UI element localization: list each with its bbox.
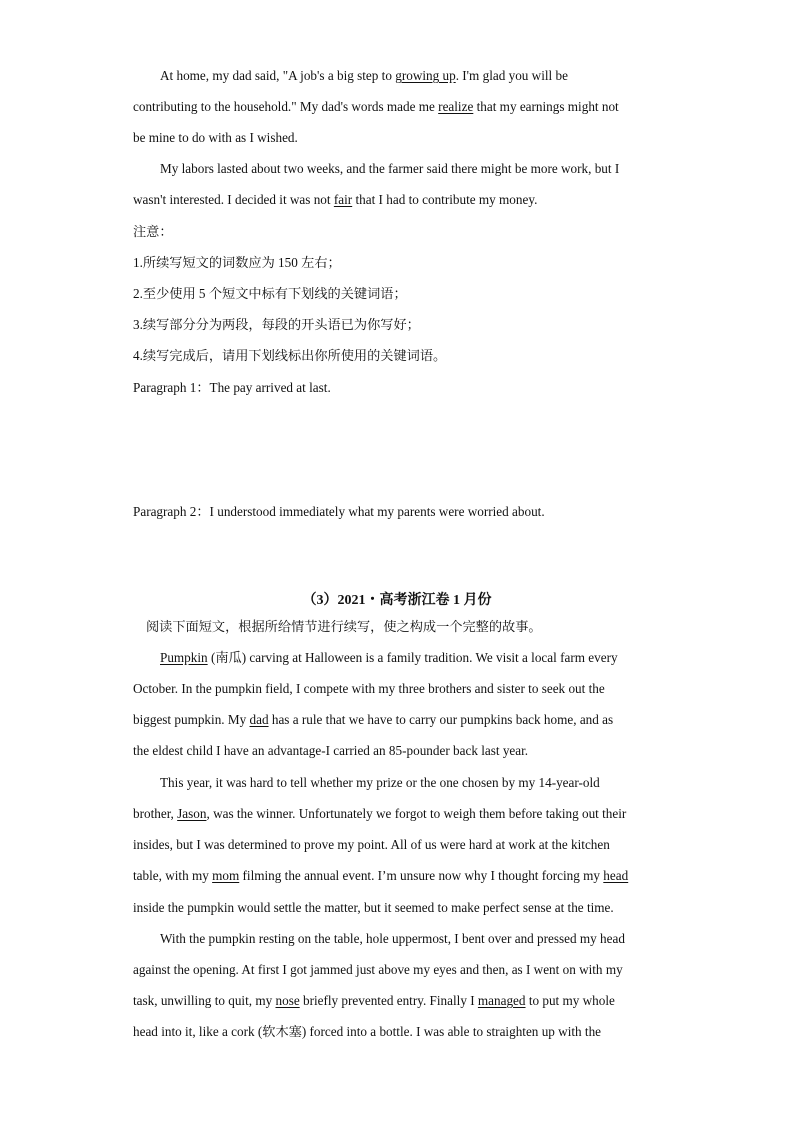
text-line: October. In the pumpkin field, I compete with my three brothers and sister to seek out the bbox=[133, 681, 605, 696]
text-span: biggest pumpkin. My bbox=[133, 712, 250, 727]
keyword-underlined: Jason bbox=[177, 806, 207, 821]
note-item: 1.所续写短文的词数应为 150 左右； bbox=[133, 255, 341, 270]
text-line bbox=[160, 650, 618, 666]
text-line: the eldest child I have an advantage-I carried an 85-pounder back last year. bbox=[133, 743, 529, 758]
text-span: wasn't interested. I decided it was not bbox=[133, 192, 334, 207]
text-line bbox=[133, 99, 619, 115]
note-item: 2.至少使用 5 个短文中标有下划线的关键词语； bbox=[133, 286, 407, 301]
text-line bbox=[133, 993, 615, 1009]
text-span: that I had to contribute my money. bbox=[352, 192, 538, 207]
text-line: My labors lasted about two weeks, and the farmer said there might be more work, but I bbox=[160, 161, 620, 176]
paragraph-1-prompt: Paragraph 1：The pay arrived at last. bbox=[133, 380, 331, 395]
text-span: briefly prevented entry. Finally I bbox=[299, 993, 478, 1008]
keyword-underlined: realize bbox=[438, 99, 474, 114]
text-span: filming the annual event. I’m unsure now why I thought forcing my bbox=[239, 868, 604, 883]
text-line: This year, it was hard to tell whether my prize or the one chosen by my 14-year-old bbox=[160, 775, 600, 790]
keyword-underlined: dad bbox=[249, 712, 269, 727]
text-span: table, with my bbox=[133, 868, 213, 883]
keyword-underlined: managed bbox=[477, 993, 526, 1008]
text-line: against the opening. At first I got jammed just above my eyes and then, as I went on with my bbox=[133, 962, 623, 977]
text-span: (南瓜) carving at Halloween is a family tradition. We visit a local farm every bbox=[207, 650, 618, 665]
text-line: With the pumpkin resting on the table, hole uppermost, I bent over and pressed my head bbox=[160, 931, 625, 946]
keyword-underlined: Pumpkin bbox=[160, 650, 208, 665]
keyword-underlined: head bbox=[603, 868, 629, 883]
paragraph-2-prompt: Paragraph 2：I understood immediately what my parents were worried about. bbox=[133, 504, 545, 519]
text-span: , was the winner. Unfortunately we forgot to weigh them before taking out their bbox=[206, 806, 627, 821]
keyword-underlined: fair bbox=[333, 192, 353, 207]
text-span: contributing to the household." My dad's words made me bbox=[133, 99, 439, 114]
text-span: task, unwilling to quit, my bbox=[133, 993, 276, 1008]
text-line: inside the pumpkin would settle the matter, but it seemed to make perfect sense at the time. bbox=[133, 900, 614, 915]
keyword-underlined: nose bbox=[275, 993, 300, 1008]
text-span: to put my whole bbox=[525, 993, 615, 1008]
note-item: 4.续写完成后，请用下划线标出你所使用的关键词语。 bbox=[133, 348, 447, 363]
keyword-underlined: growing up bbox=[395, 68, 456, 83]
text-line bbox=[133, 712, 613, 728]
text-line bbox=[133, 806, 626, 822]
text-line bbox=[160, 68, 568, 84]
text-span: that my earnings might not bbox=[473, 99, 619, 114]
text-span: brother, bbox=[133, 806, 178, 821]
text-line bbox=[133, 868, 628, 884]
text-line: be mine to do with as I wished. bbox=[133, 130, 298, 145]
section-heading: （3）2021・高考浙江卷 1 月份 bbox=[302, 593, 492, 608]
text-span: At home, my dad said, "A job's a big step to bbox=[160, 68, 396, 83]
notes-title: 注意： bbox=[133, 224, 173, 239]
text-span: . I'm glad you will be bbox=[455, 68, 568, 83]
text-line: head into it, like a cork (软木塞) forced into a bottle. I was able to straighten up with the bbox=[133, 1024, 602, 1039]
text-line: insides, but I was determined to prove my point. All of us were hard at work at the kitchen bbox=[133, 837, 610, 852]
instruction: 阅读下面短文，根据所给情节进行续写，使之构成一个完整的故事。 bbox=[146, 619, 542, 634]
text-line bbox=[133, 192, 537, 208]
text-span: has a rule that we have to carry our pumpkins back home, and as bbox=[268, 712, 614, 727]
note-item: 3.续写部分分为两段，每段的开头语已为你写好； bbox=[133, 317, 420, 332]
keyword-underlined: mom bbox=[212, 868, 240, 883]
